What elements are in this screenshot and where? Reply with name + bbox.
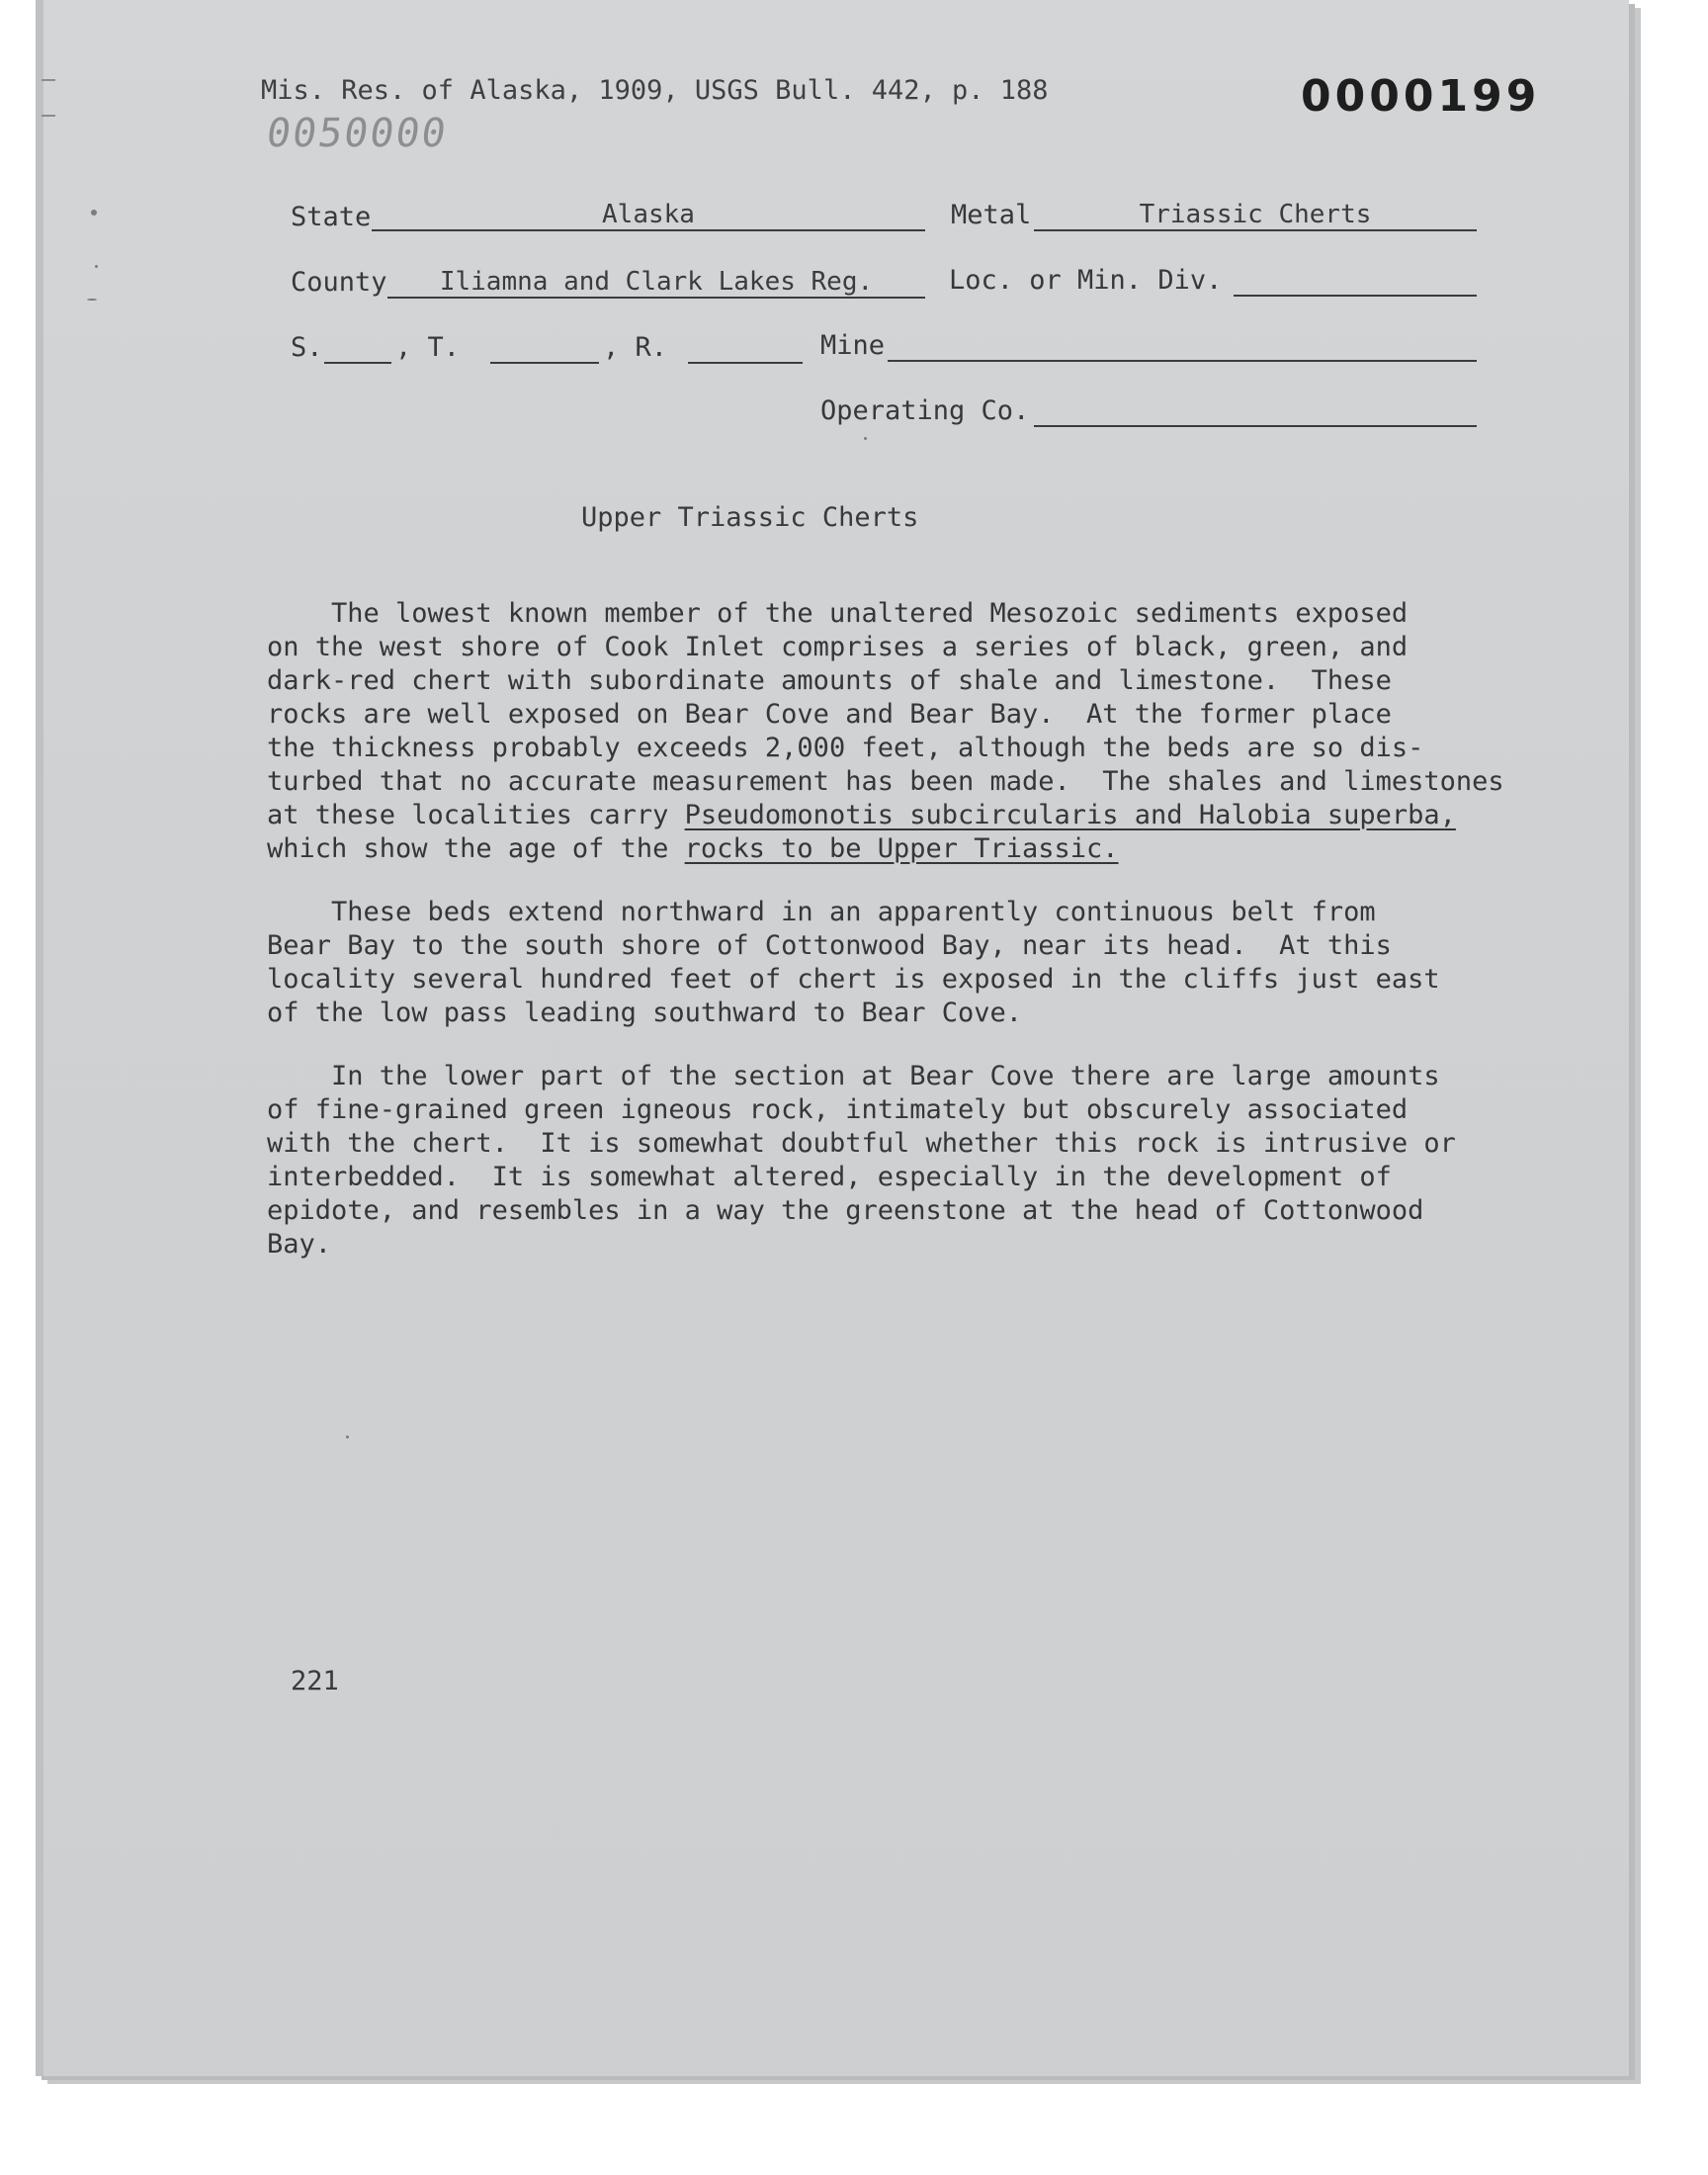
paragraph-line: on the west shore of Cook Inlet comprises a series of black, green, and	[267, 632, 1409, 662]
species-names-underlined: Pseudomonotis subcircularis and Halobia superba,	[684, 800, 1456, 830]
paragraph-line: These beds extend northward in an apparently continuous belt from	[267, 897, 1376, 927]
paragraph-line: of fine-grained green igneous rock, intimately but obscurely associated	[267, 1094, 1409, 1125]
paragraph-line	[267, 799, 1581, 832]
line-text: at these localities carry	[267, 800, 685, 830]
operating-co-field	[1034, 395, 1477, 427]
state-field: Alaska	[372, 200, 925, 231]
paragraph-line: the thickness probably exceeds 2,000 feet, although the beds are so dis-	[267, 733, 1424, 763]
scan-speck	[346, 1436, 349, 1438]
paragraph-line: of the low pass leading southward to Bear Cove.	[267, 998, 1023, 1028]
section-label: S.	[291, 332, 323, 363]
paragraph-line: turbed that no accurate measurement has been made. The shales and limestones	[267, 766, 1504, 797]
bulletin-reference: Mis. Res. of Alaska, 1909, USGS Bull. 442, p. 188	[261, 75, 1049, 106]
county-label: County	[291, 267, 387, 298]
township-label: , T.	[395, 332, 461, 363]
mine-label: Mine	[820, 330, 886, 361]
county-field: Iliamna and Clark Lakes Reg.	[387, 267, 925, 299]
page-number: 221	[291, 1666, 339, 1696]
range-field	[688, 332, 803, 364]
paragraph-line: Bay.	[267, 1229, 332, 1260]
paragraph-3	[267, 1060, 1581, 1262]
paragraph-line: with the chert. It is somewhat doubtful whether this rock is intrusive or	[267, 1128, 1456, 1159]
section-title: Upper Triassic Cherts	[581, 502, 919, 533]
paragraph-line: The lowest known member of the unaltered Mesozoic sediments exposed	[267, 598, 1409, 629]
scan-speck	[91, 210, 97, 216]
document-number: 0000199	[1301, 71, 1541, 122]
paragraph-line: locality several hundred feet of chert is exposed in the cliffs just east	[267, 964, 1440, 995]
range-label: , R.	[603, 332, 668, 363]
paragraph-line: epidote, and resembles in a way the greenstone at the head of Cottonwood	[267, 1195, 1424, 1226]
paragraph-line	[267, 832, 1581, 866]
paragraph-line: Bear Bay to the south shore of Cottonwood Bay, near its head. At this	[267, 930, 1392, 961]
paragraph-1	[267, 597, 1581, 866]
paragraph-line: interbedded. It is somewhat altered, especially in the development of	[267, 1162, 1392, 1192]
sheet-edge	[36, 0, 43, 2076]
scan-speck	[95, 265, 98, 268]
state-label: State	[291, 202, 372, 232]
metal-label: Metal	[951, 200, 1032, 230]
mine-field	[888, 330, 1477, 362]
operating-co-label: Operating Co.	[820, 395, 1030, 426]
township-field	[490, 332, 599, 364]
paragraph-line: rocks are well exposed on Bear Cove and Bear Bay. At the former place	[267, 699, 1392, 730]
scan-speck	[864, 437, 867, 440]
section-field	[324, 332, 391, 364]
paragraph-line: In the lower part of the section at Bear Cove there are large amounts	[267, 1061, 1440, 1091]
scan-speck	[87, 299, 97, 301]
metal-field: Triassic Cherts	[1034, 200, 1477, 231]
line-text: which show the age of the	[267, 833, 685, 864]
loc-div-label: Loc. or Min. Div.	[949, 265, 1223, 296]
paragraph-line: dark-red chert with subordinate amounts of shale and limestone. These	[267, 665, 1392, 696]
faint-stamp-number: 0050000	[263, 111, 451, 156]
age-phrase-underlined: rocks to be Upper Triassic.	[684, 833, 1119, 864]
document-sheet	[36, 0, 1629, 2076]
paragraph-2	[267, 896, 1581, 1030]
binder-mark	[42, 79, 55, 117]
loc-div-field	[1234, 265, 1477, 297]
